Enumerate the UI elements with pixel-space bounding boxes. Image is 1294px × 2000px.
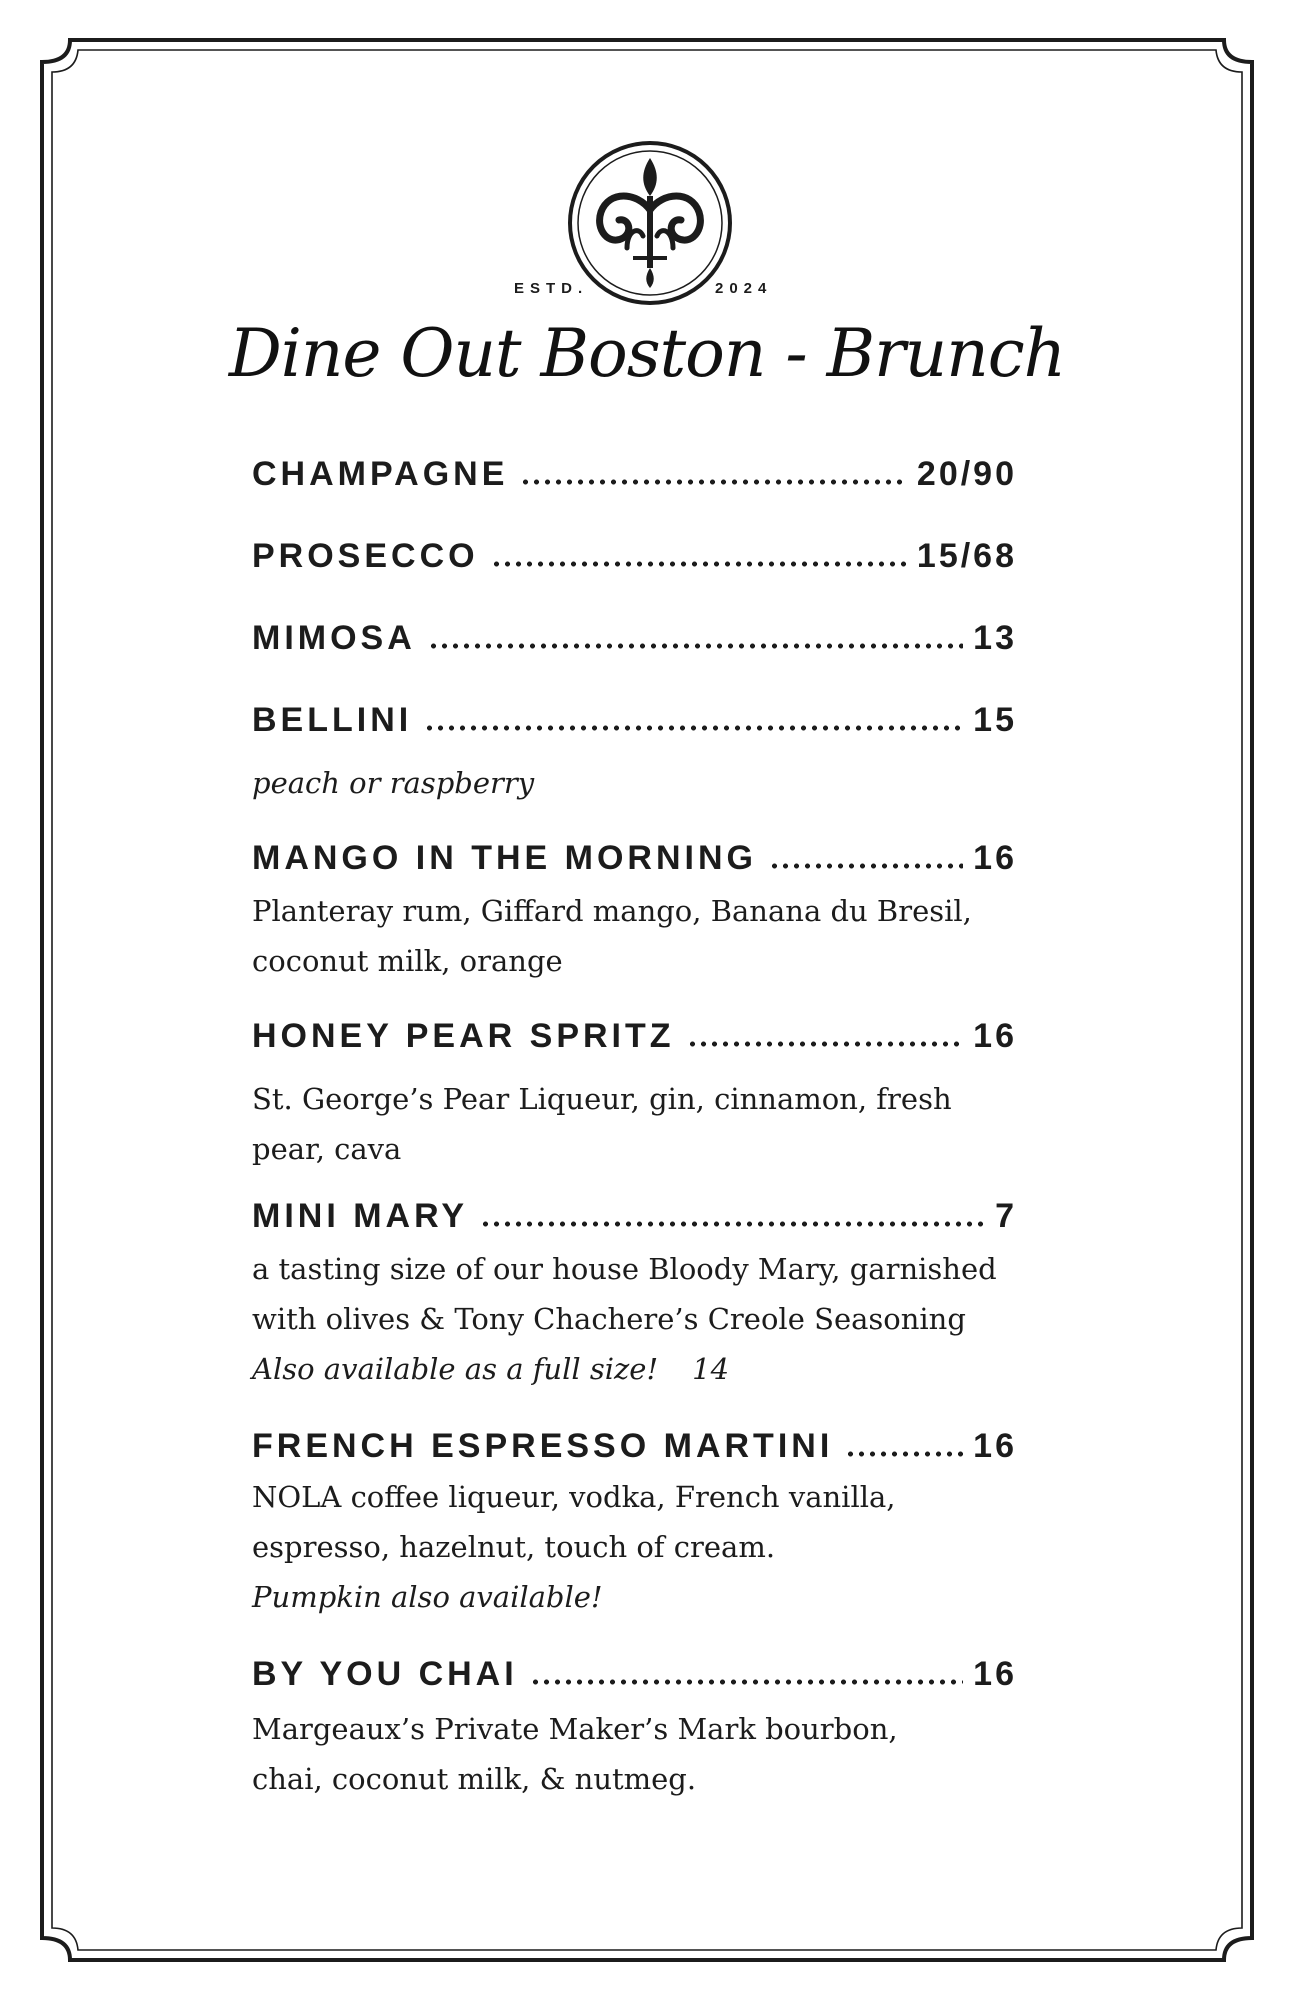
menu-item-honey-pear-spritz <box>252 1012 1017 1174</box>
item-price: 16 <box>973 1655 1017 1693</box>
item-note: Pumpkin also available! <box>252 1580 603 1614</box>
item-price: 15/68 <box>916 537 1017 575</box>
item-note <box>252 1344 1017 1394</box>
item-description-line: Planteray rum, Giffard mango, Banana du Bresil, <box>252 894 972 928</box>
item-name: MINI MARY <box>252 1197 469 1235</box>
dot-leader <box>845 1451 963 1457</box>
item-name: BY YOU CHAI <box>252 1655 518 1693</box>
dot-leader <box>428 643 963 649</box>
item-description-line: St. George’s Pear Liqueur, gin, cinnamon, fresh <box>252 1082 952 1116</box>
menu-item-mini-mary <box>252 1192 1017 1394</box>
item-description-line: NOLA coffee liqueur, vodka, French vanilla, <box>252 1480 896 1514</box>
item-description-line: pear, cava <box>252 1132 402 1166</box>
item-price: 16 <box>973 1017 1017 1055</box>
item-name: MIMOSA <box>252 619 416 657</box>
menu-item-by-you-chai <box>252 1650 1017 1804</box>
menu-title: Dine Out Boston - Brunch <box>228 315 1066 392</box>
menu-item-champagne <box>252 450 1017 498</box>
dot-leader <box>687 1041 964 1047</box>
dot-leader <box>530 1679 963 1685</box>
dot-leader <box>480 1221 985 1227</box>
note-price: 14 <box>692 1352 730 1386</box>
item-description-line: chai, coconut milk, & nutmeg. <box>252 1762 697 1796</box>
item-description-line: with olives & Tony Chachere’s Creole Seasoning <box>252 1302 966 1336</box>
item-name: CHAMPAGNE <box>252 455 509 493</box>
item-name: FRENCH ESPRESSO MARTINI <box>252 1427 834 1465</box>
item-price: 7 <box>995 1197 1017 1235</box>
estd-label: ESTD. <box>514 280 589 297</box>
item-description-line: coconut milk, orange <box>252 944 563 978</box>
item-name: MANGO IN THE MORNING <box>252 839 757 877</box>
item-price: 15 <box>973 701 1017 739</box>
fleur-de-lis-monogram-icon <box>567 140 733 306</box>
menu-item-french-espresso-martini <box>252 1422 1017 1622</box>
estd-year: 2024 <box>715 280 773 297</box>
dot-leader <box>424 725 963 731</box>
dot-leader <box>491 561 907 567</box>
dot-leader <box>520 479 907 485</box>
item-name: PROSECCO <box>252 537 479 575</box>
menu-item-prosecco <box>252 532 1017 580</box>
item-description-line: espresso, hazelnut, touch of cream. <box>252 1530 776 1564</box>
item-description-line: a tasting size of our house Bloody Mary, garnished <box>252 1252 997 1286</box>
dot-leader <box>769 863 963 869</box>
item-price: 13 <box>973 619 1017 657</box>
item-price: 16 <box>973 839 1017 877</box>
item-name: BELLINI <box>252 701 413 739</box>
item-price: 16 <box>973 1427 1017 1465</box>
menu-item-mimosa <box>252 614 1017 662</box>
drink-menu-list <box>252 450 1017 1804</box>
item-description: peach or raspberry <box>252 766 535 800</box>
item-price: 20/90 <box>916 455 1017 493</box>
menu-item-mango-in-the-morning <box>252 834 1017 986</box>
note-text: Also available as a full size! <box>252 1352 659 1386</box>
item-description-line: Margeaux’s Private Maker’s Mark bourbon, <box>252 1712 898 1746</box>
menu-item-bellini <box>252 696 1017 808</box>
item-name: HONEY PEAR SPRITZ <box>252 1017 675 1055</box>
